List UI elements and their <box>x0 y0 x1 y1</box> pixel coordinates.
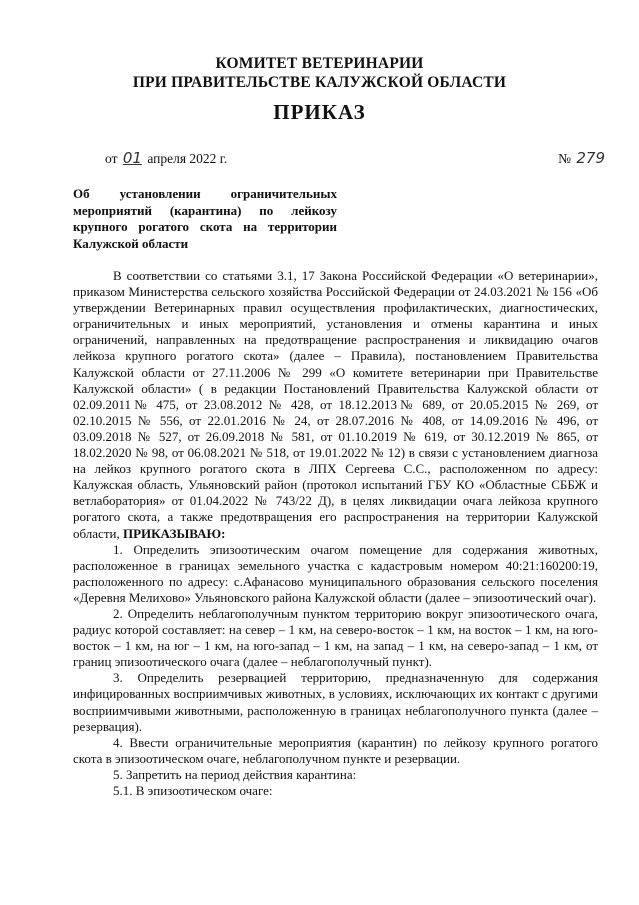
date-day-handwritten: 01 <box>122 149 142 167</box>
order-item-5: 5. Запретить на период действия карантина: <box>113 766 357 782</box>
organization-name-line2: ПРИ ПРАВИТЕЛЬСТВЕ КАЛУЖСКОЙ ОБЛАСТИ <box>132 74 507 91</box>
document-date <box>105 149 227 167</box>
order-item-3: 3. Определить резервацией территорию, предназначенную для содержания инфицированных восприимчивых животных, в условиях, исключающих их контакт с другими восприимчивыми животными, расположенную в границах неблагополучного пункта (далее – резервация). <box>73 670 598 734</box>
intro-paragraph <box>73 268 598 542</box>
organization-name-line1: КОМИТЕТ ВЕТЕРИНАРИИ <box>215 55 424 72</box>
order-word: ПРИКАЗЫВАЮ: <box>122 525 226 541</box>
order-item-2: 2. Определить неблагополучным пунктом территорию вокруг эпизоотического очага, радиус которой составляет: на север – 1 км, на северо-восток – 1 км, на восток – 1 км, на юго-восток – 1 км, на юг – 1 км, на юго-запад – 1 км, на запад – 1 км, на северо-запад – 1 км, от границ эпизоотического очага (далее – неблагополучный пункт). <box>73 605 598 670</box>
document-subject: Об установлении ограничительных мероприятий (карантина) по лейкозу крупного рогатого скота на территории Калужской области <box>73 186 337 251</box>
order-item-1: 1. Определить эпизоотическим очагом помещение для содержания животных, расположенное в границах земельного участка с кадастровым номером 40:21:160200:19, расположенного по адресу: с.Афанасово муниципального образования сельского поселения «Деревня Мелихово» Ульяновского района Калужской области (далее – эпизоотический очаг). <box>73 541 598 605</box>
date-prefix: от <box>105 151 118 166</box>
document-body <box>73 268 598 799</box>
order-item-4: 4. Ввести ограничительные мероприятия (карантин) по лейкозу крупного рогатого скота в эпизоотическом очаге, неблагополучном пункте и резервации. <box>73 734 598 766</box>
document-meta <box>0 149 639 171</box>
number-prefix: № <box>558 151 571 166</box>
intro-text: В соответствии со статьями 3.1, 17 Закона Российской Федерации «О ветеринарии», приказом Министерства сельского хозяйства Российской Федерации от 24.03.2021 № 156 «Об утверждении Ветеринарных правил осуществления профилактических, диагностических, ограничительных и иных мероприятий, установления и отмены карантина и иных ограничений, направленных на предотвращение распространения и ликвидацию очагов лейкоза крупного рогатого скота» (далее – Правила), постановлением Правительства Калужской области от 27.11.2006 № 299 «О комитете ветеринарии при Правительстве Калужской области» ( в редакции Постановлений Правительства Калужской области от 02.09.2011№ 475, от 23.08.2012 № 428, от 18.12.2013№ 689, от 20.05.2015 № 269, от 02.10.2015 № 556, от 22.01.2016 № 24, от 28.07.2016 № 408, от 14.09.2016 № 496, от 03.09.2018 № 527, от 26.09.2018 № 581, от 01.10.2019 № 619, от 30.12.2019 № 865, от 18.02.2020 № 98, от 06.08.2021 № 518, от 19.01.2022 № 12) в связи с установлением диагноза на лейкоз крупного рогатого скота в ЛПХ Сергеева С.С., расположенном по адресу: Калужская область, Ульяновский район (протокол испытаний ГБУ КО «Областные СББЖ и ветлаборатория» от 01.04.2022 № 743/22 Д), в целях ликвидации очага лейкоза крупного рогатого скота, а также предотвращения его распространения на территории Калужской области, <box>73 268 598 541</box>
document-number <box>558 149 607 167</box>
order-item-5-1: 5.1. В эпизоотическом очаге: <box>113 783 273 798</box>
document-header <box>0 54 639 92</box>
document-type-title: ПРИКАЗ <box>273 100 366 124</box>
date-month-year: апреля 2022 г. <box>147 151 228 166</box>
number-value-handwritten: 279 <box>576 149 605 167</box>
